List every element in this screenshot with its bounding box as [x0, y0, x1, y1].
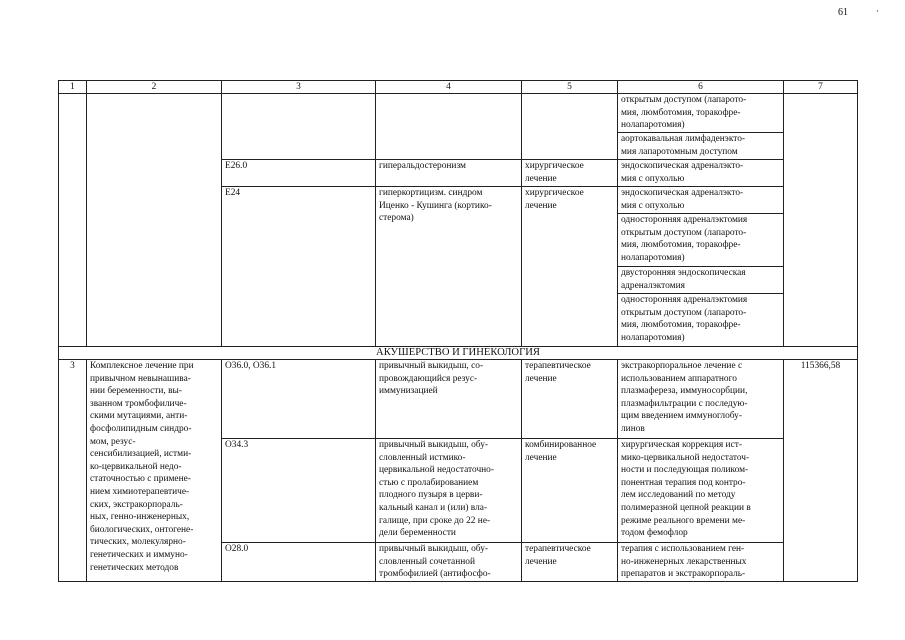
column-number: 5 [522, 81, 618, 94]
column-number-row [59, 81, 858, 94]
section-title: АКУШЕРСТВО И ГИНЕКОЛОГИЯ [59, 347, 858, 360]
group-number-cell: 3 [59, 360, 87, 582]
section-row [59, 347, 858, 360]
column-number: 4 [376, 81, 522, 94]
method-item: аортокавальная лимфаденэкто- мия лапаротомным доступом [621, 134, 746, 157]
treatment-type-cell [522, 94, 618, 160]
methods-cell [618, 94, 784, 160]
medical-care-table [58, 80, 858, 582]
diagnosis-cell: гиперальдостеронизм [376, 160, 522, 187]
method-cell: хирургическая коррекция ист- мико-цервикальной недостаточ- ности и последующая поликом- понентная терапия под контро- лем исследований по методу полимеразной цепной реакции в режиме реального времени ме- тодом фемофлор [618, 439, 784, 543]
column-number: 7 [784, 81, 858, 94]
method-item: эндоскопическая адреналэкто- мия с опухолью [621, 161, 744, 184]
group-name-cell: Комплексное лечение при привычном невынашива- нии беременности, вы- званном тромбофиличе- скими мутациями, анти- фосфолипидным синдро- мом, резус- сенсибилизацией, истми- ко-цервикальной недо- статочностью с примене- нием химиотерапевтиче- ских, экстракорпораль- ных, генно-инженерных, биологических, онтогене- тических, молекулярно- генетических и иммуно- генетических методов [87, 360, 222, 582]
table-row [59, 94, 858, 160]
code-cell: O34.3 [222, 439, 376, 543]
code-cell: E24 [222, 187, 376, 347]
diagnosis-cell: привычный выкидыш, со- провождающийся резус- иммунизацией [376, 360, 522, 439]
method-item: эндоскопическая адреналэкто- мия с опухолью [618, 187, 783, 214]
page-mark: · [876, 6, 879, 16]
column-number: 2 [87, 81, 222, 94]
diagnosis-cell: привычный выкидыш, обу- словленный сочетанной тромбофилией (антифосфо- [376, 543, 522, 582]
methods-cell [618, 160, 784, 187]
column-number: 3 [222, 81, 376, 94]
treatment-type-cell: терапевтическое лечение [522, 360, 618, 439]
column-number: 1 [59, 81, 87, 94]
price-cell [784, 94, 858, 347]
column-number: 6 [618, 81, 784, 94]
group-name-cell [87, 94, 222, 347]
diagnosis-cell: привычный выкидыш, обу- словленный истмико- цервикальной недостаточно- стью с пролабированием плодного пузыря в церви- кальный канал и (или) вла- галище, при сроке до 22 не- дели беременности [376, 439, 522, 543]
group-number-cell [59, 94, 87, 347]
treatment-type-cell: хирургическое лечение [522, 160, 618, 187]
method-cell: терапия с использованием ген- но-инженерных лекарственных препаратов и экстракорпораль- [618, 543, 784, 582]
treatment-type-cell: комбинированное лечение [522, 439, 618, 543]
methods-cell [618, 187, 784, 347]
method-item: двусторонняя эндоскопическая адреналэктомия [618, 267, 783, 294]
code-cell: O36.0, O36.1 [222, 360, 376, 439]
method-cell: экстракорпоральное лечение с использованием аппаратного плазмафереза, иммуносорбции, плазмафильтрации с последую- щим введением иммуноглобу- линов [618, 360, 784, 439]
method-item: односторонняя адреналэктомия открытым доступом (лапарото- мия, люмботомия, торакофре- нолапаротомия) [618, 214, 783, 267]
method-item: открытым доступом (лапарото- мия, люмботомия, торакофре- нолапаротомия) [618, 94, 783, 133]
method-item: односторонняя адреналэктомия открытым доступом (лапарото- мия, люмботомия, торакофре- нолапаротомия) [621, 295, 748, 343]
code-cell [222, 94, 376, 160]
page-number: 61 [838, 7, 848, 18]
treatment-type-cell: хирургическое лечение [522, 187, 618, 347]
code-cell: E26.0 [222, 160, 376, 187]
diagnosis-cell [376, 94, 522, 160]
treatment-type-cell: терапевтическое лечение [522, 543, 618, 582]
table-row [59, 360, 858, 439]
code-cell: O28.0 [222, 543, 376, 582]
price-cell: 115366,58 [784, 360, 858, 582]
diagnosis-cell: гиперкортицизм. синдром Иценко - Кушинга (кортико- стерома) [376, 187, 522, 347]
